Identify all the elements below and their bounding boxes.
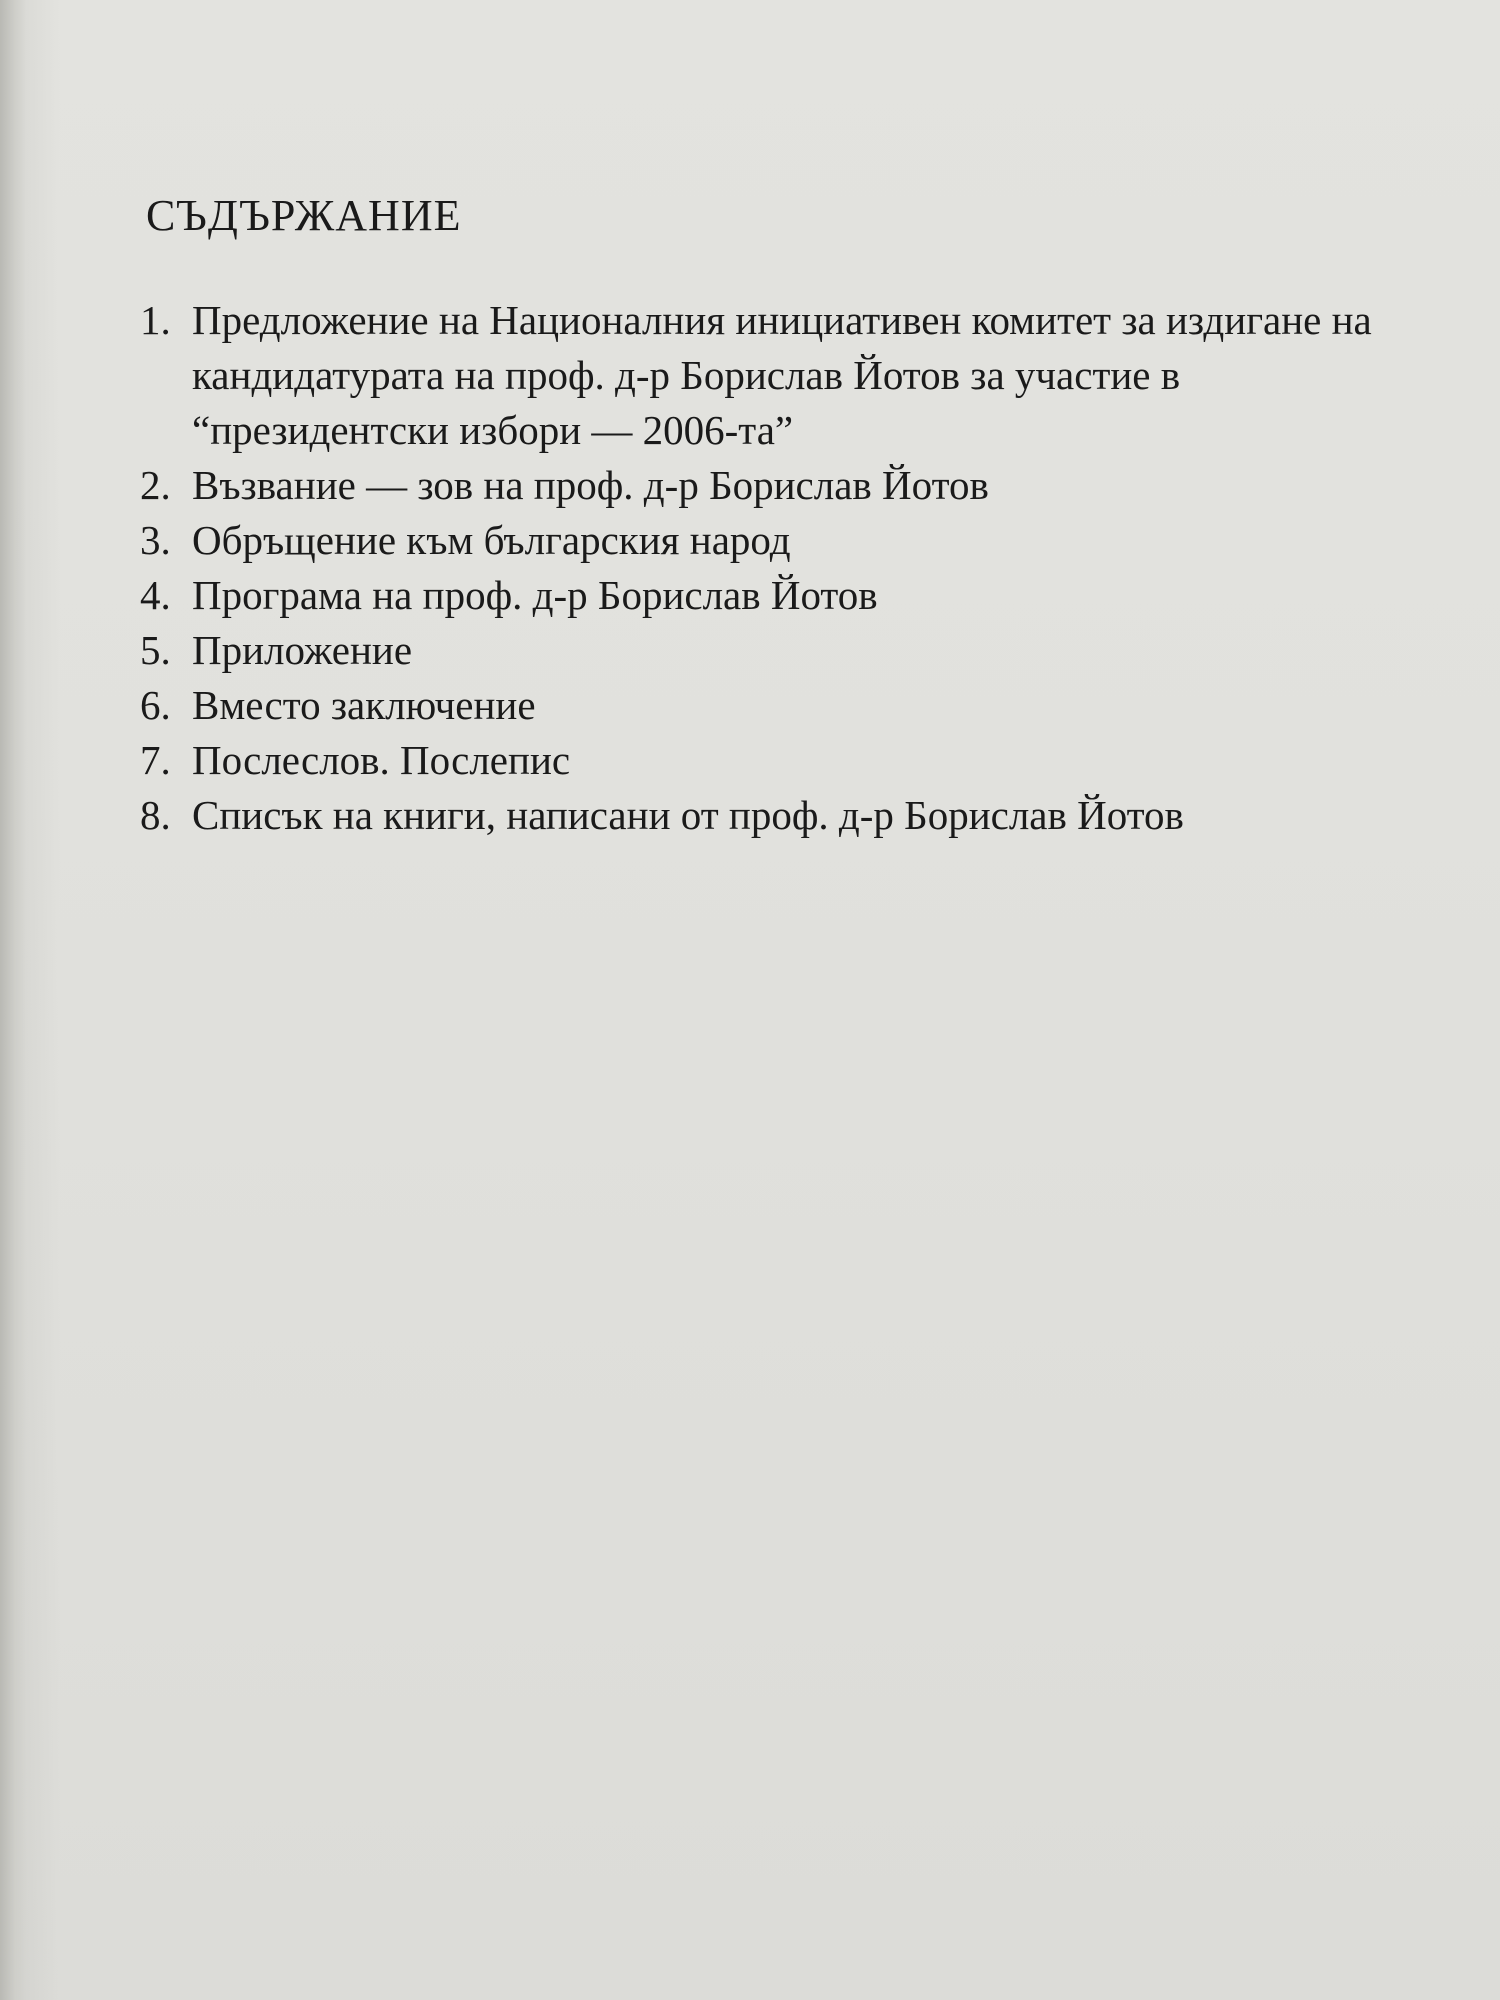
- toc-item-number: 5.: [140, 627, 171, 673]
- toc-item: [140, 733, 1400, 788]
- toc-list: [140, 293, 1400, 843]
- toc-item: [140, 458, 1400, 513]
- toc-item: [140, 568, 1400, 623]
- table-of-contents: [140, 190, 1400, 843]
- toc-item-number: 4.: [140, 572, 171, 618]
- toc-item: [140, 623, 1400, 678]
- toc-item-number: 1.: [140, 297, 171, 343]
- page-title: СЪДЪРЖАНИЕ: [146, 191, 462, 240]
- book-spine-shadow: [0, 0, 26, 2000]
- toc-item-text: Предложение на Националния инициативен комитет за издигане на кандидатурата на проф. д-р Борислав Йотов за участие в “президентски избори — 2006-та”: [192, 297, 1372, 453]
- toc-item: [140, 678, 1400, 733]
- toc-item-text: Приложение: [192, 627, 413, 673]
- toc-item-number: 6.: [140, 682, 171, 728]
- toc-item-text: Възвание — зов на проф. д-р Борислав Йотов: [192, 462, 989, 508]
- toc-item-text: Вместо заключение: [192, 682, 536, 728]
- toc-item-number: 2.: [140, 462, 171, 508]
- toc-item: [140, 513, 1400, 568]
- toc-item-text: Списък на книги, написани от проф. д-р Борислав Йотов: [192, 792, 1184, 838]
- toc-item-number: 7.: [140, 737, 171, 783]
- toc-item-text: Програма на проф. д-р Борислав Йотов: [192, 572, 878, 618]
- toc-item: [140, 788, 1400, 843]
- toc-item-text: Послеслов. Послепис: [192, 737, 571, 783]
- toc-item: [140, 293, 1400, 458]
- toc-item-number: 8.: [140, 792, 171, 838]
- toc-item-number: 3.: [140, 517, 171, 563]
- toc-item-text: Обръщение към българския народ: [192, 517, 791, 563]
